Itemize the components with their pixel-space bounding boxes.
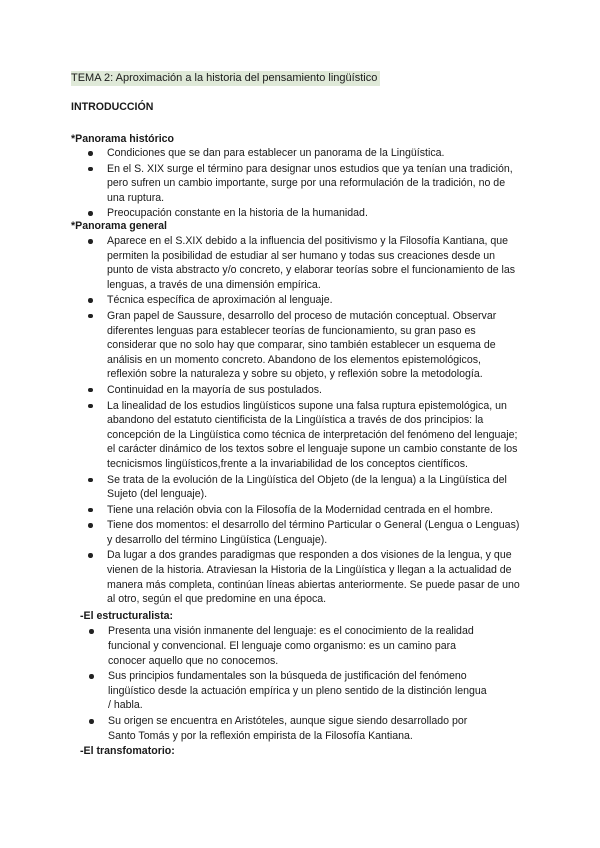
document-title: TEMA 2: Aproximación a la historia del pensamiento lingüístico bbox=[71, 71, 380, 86]
list-item: En el S. XIX surge el término para designar unos estudios que ya tenían una tradición, pero sufren un cambio importante, surge por una reformulación de la tradición, no de una ruptura. bbox=[80, 162, 520, 206]
list-item: Da lugar a dos grandes paradigmas que responden a dos visiones de la lengua, y que vienen de la historia. Atraviesan la Historia de la Lingüística y llegan a la actualidad de manera más completa, continúan líneas abiertas anteriormente. Se puede pasar de uno al otro, según el que predomine en una época. bbox=[80, 548, 520, 606]
panorama-historico-list bbox=[80, 146, 520, 222]
estructuralista-list bbox=[81, 624, 489, 743]
list-item: Continuidad en la mayoría de sus postulados. bbox=[80, 383, 520, 398]
list-item: Tiene una relación obvia con la Filosofía de la Modernidad centrada en el hombre. bbox=[80, 503, 520, 518]
list-item: Aparece en el S.XIX debido a la influencia del positivismo y la Filosofía Kantiana, que permiten la posibilidad de estudiar al ser humano y todas sus creaciones desde un punto de vista abstracto y/o concreto, y elaborar teorías sobre el funcionamiento de las lenguas, a través de una dimensión empírica. bbox=[80, 234, 520, 292]
list-item: Su origen se encuentra en Aristóteles, aunque sigue siendo desarrollado por Santo Tomás y por la reflexión empirista de la Filosofía Kantiana. bbox=[81, 714, 489, 743]
estructuralista-block bbox=[53, 609, 520, 759]
list-item: La linealidad de los estudios lingüísticos supone una falsa ruptura epistemológica, un abandono del estatuto cientificista de la Lingüística a través de dos principios: la concepción de la Lingüística como técnica de interpretación del fenómeno del lenguaje; el carácter dinámico de los textos sobre el lenguaje supone un cambio constante de los tecnicismos lingüísticos,frente a la invariabilidad de los conceptos científicos. bbox=[80, 399, 520, 472]
transformatorio-heading: -El transfomatorio: bbox=[80, 745, 175, 758]
list-item: Sus principios fundamentales son la búsqueda de justificación del fenómeno lingüístico desde la actuación empírica y un pleno sentido de la distinción lengua / habla. bbox=[81, 669, 489, 713]
panorama-historico-heading: *Panorama histórico bbox=[71, 133, 175, 145]
estructuralista-heading: -El estructuralista: bbox=[80, 609, 174, 622]
section-heading-introduccion: INTRODUCCIÓN bbox=[71, 101, 154, 113]
panorama-general-list bbox=[80, 234, 520, 760]
list-item: Condiciones que se dan para establecer un panorama de la Lingüística. bbox=[80, 146, 520, 161]
panorama-general-heading: *Panorama general bbox=[71, 220, 167, 232]
list-item: Gran papel de Saussure, desarrollo del proceso de mutación conceptual. Observar diferentes lenguas para establecer teorías de funcionamiento, su gran paso es considerar que no solo hay que comparar, sino también establecer un esquema de análisis en un momento concreto. Abandono de los elementos epistemológicos, reflexión sobre la naturaleza y sobre su objeto, y reflexión sobre la metodología. bbox=[80, 309, 520, 382]
list-item: Se trata de la evolución de la Lingüística del Objeto (de la lengua) a la Lingüística del Sujeto (del lenguaje). bbox=[80, 473, 520, 502]
list-item: Preocupación constante en la historia de la humanidad. bbox=[80, 206, 520, 221]
list-item: Técnica específica de aproximación al lenguaje. bbox=[80, 293, 520, 308]
list-item: Presenta una visión inmanente del lenguaje: es el conocimiento de la realidad funcional y convencional. El lenguaje como organismo: es un camino para conocer aquello que no conocemos. bbox=[81, 624, 489, 668]
list-item: Tiene dos momentos: el desarrollo del término Particular o General (Lengua o Lenguas) y desarrollo del término Lingüística (Lenguaje). bbox=[80, 518, 520, 547]
